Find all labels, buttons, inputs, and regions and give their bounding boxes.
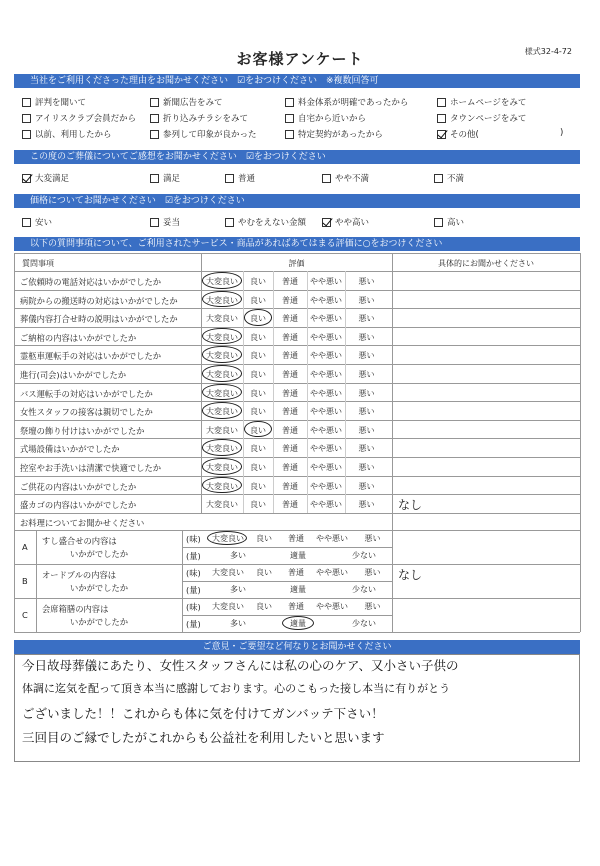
taste-option[interactable]: やや悪い [316,533,348,543]
row-divider [14,457,580,458]
checkbox[interactable] [322,174,331,183]
comment-line: ございました！！これからも体に気を付けてガンバッテ下さい！ [22,706,384,721]
food-question-line2: いかがでしたか [70,616,129,627]
checkbox[interactable] [150,130,159,139]
food-id: C [22,609,28,620]
qty-option[interactable]: 適量 [290,618,306,628]
checkbox[interactable] [22,174,31,183]
question-text: ご供花の内容はいかがでしたか [20,481,137,492]
row-divider [14,513,580,514]
rating-option[interactable]: 普通 [282,481,298,491]
rating-circle [202,458,242,475]
rating-option[interactable]: 悪い [358,351,375,361]
checkbox[interactable] [225,174,234,183]
rating-option[interactable]: 普通 [282,444,298,454]
reason-label: 自宅から近いから [298,114,367,124]
rating-option[interactable]: 大変良い [206,370,238,379]
rating-option[interactable]: 悪い [358,295,375,305]
rating-option[interactable]: 大変良い [206,332,238,342]
qty-label: (量) [186,550,201,561]
qty-option[interactable]: 適量 [290,584,306,594]
checkbox[interactable] [225,218,234,227]
rating-option[interactable]: 良い [250,332,266,342]
question-text: 式場設備はいかがでしたか [20,444,120,455]
row-divider [14,327,580,328]
checkbox[interactable] [22,130,31,139]
page-title: お客様アンケート [236,50,364,68]
satisfaction-option[interactable] [150,172,180,184]
reason-label: アイリスクラブ会員だから [35,114,137,124]
rating-option[interactable]: 大変良い [206,425,238,435]
rating-option[interactable]: やや悪い [310,314,342,324]
rating-circle [202,384,242,401]
row-divider [14,401,580,402]
checkbox[interactable] [22,98,31,107]
price-option[interactable] [225,216,306,228]
rating-option[interactable]: 普通 [282,277,298,286]
row-divider [14,438,580,439]
question-text: 女性スタッフの接客は親切でしたか [20,407,153,418]
rating-circle [202,272,242,289]
taste-option[interactable]: やや悪い [316,567,348,577]
rating-circle [202,439,242,456]
reason-option[interactable] [437,112,526,124]
rating-option[interactable]: 悪い [358,463,375,472]
rating-option[interactable]: 良い [250,388,266,398]
question-text: 祭壇の飾り付けはいかがでしたか [20,425,145,436]
rating-option[interactable]: 大変良い [206,481,238,491]
price-option[interactable] [434,216,464,228]
price-label: 安い [35,218,53,228]
rating-option[interactable]: 普通 [282,370,298,379]
taste-option[interactable]: 普通 [288,533,304,543]
reason-label: 特定契約があったから [298,130,383,140]
rating-option[interactable]: 普通 [282,407,298,417]
reason-option[interactable] [150,128,257,140]
row-divider [14,290,580,291]
rating-option[interactable]: 悪い [358,407,375,417]
checkbox[interactable] [285,114,294,123]
reason-label: その他( [450,130,479,140]
checkbox[interactable] [22,114,31,123]
comment-line: 三回目のご縁でしたがこれからも公益社を利用したいと思います [22,730,385,745]
rating-option[interactable]: やや悪い [310,481,342,491]
food-mid-divider [182,547,392,548]
taste-option[interactable]: 大変良い [212,567,244,577]
taste-circle [207,531,247,545]
rating-option[interactable]: 大変良い [206,388,238,398]
detail-answer: なし [398,498,423,513]
row-divider [14,271,580,272]
rating-option[interactable]: 普通 [282,388,298,398]
reason-option[interactable] [22,128,112,140]
food-id: B [22,575,28,586]
rating-circle [202,291,242,308]
reason-option[interactable] [437,96,526,108]
food-question-line1: 会席箱膳の内容は [42,603,109,614]
row-divider [14,308,580,309]
satisfaction-label: 普通 [238,174,256,184]
rating-option[interactable]: 悪い [358,277,375,286]
checkbox[interactable] [285,98,294,107]
satisfaction-label: 満足 [163,174,181,184]
rating-option[interactable]: 良い [250,500,266,510]
rating-option[interactable]: 悪い [358,314,375,324]
rating-option[interactable]: やや悪い [310,351,342,361]
table-border-top [14,253,580,254]
rating-col-divider [243,271,244,513]
taste-option[interactable]: 大変良い [212,601,244,611]
rating-col-divider [307,271,308,513]
food-row-divider [14,598,580,599]
taste-option[interactable]: やや悪い [316,601,348,611]
food-question-line2: いかがでしたか [70,582,129,593]
qty-label: (量) [186,584,201,595]
rating-option[interactable]: 良い [250,295,266,305]
rating-option[interactable]: 大変良い [206,463,238,472]
food-question-line1: オードブルの内容は [42,569,117,580]
rating-option[interactable]: やや悪い [310,500,342,510]
col-divider [36,530,37,632]
rating-option[interactable]: 良い [250,444,266,454]
rating-circle [244,309,272,326]
rating-option[interactable]: 普通 [282,332,298,342]
question-text: ご依頼時の電話対応はいかがでしたか [20,277,162,287]
rating-col-divider [345,271,346,513]
rating-option[interactable]: やや悪い [310,425,342,435]
food-row-divider [14,530,580,531]
row-divider [14,420,580,421]
checkbox[interactable] [434,174,443,183]
form-number: 様式32-4-72 [524,47,572,56]
col-divider [201,253,202,513]
qty-circle [282,616,314,630]
food-row-divider [14,564,580,565]
comment-line: 体調に迄気を配って頂き本当に感謝しております。心のこもった接し本当に有りがとう [22,682,451,695]
qty-option[interactable]: 多い [230,550,246,560]
rating-option[interactable]: やや悪い [310,332,342,342]
checkbox[interactable] [150,114,159,123]
price-label: やや高い [335,218,370,228]
checkbox[interactable] [150,218,159,227]
question-text: 霊柩車運転手の対応はいかがでしたか [20,351,162,362]
rating-option[interactable]: 良い [250,425,266,435]
reason-option[interactable] [150,96,223,108]
reason-label: 以前、利用したから [35,130,112,140]
satisfaction-label: やや不満 [335,174,370,184]
table-border-right [580,253,581,632]
rating-option[interactable]: 大変良い [206,444,238,454]
rating-option[interactable]: 大変良い [206,295,238,305]
reason-label: 参列して印象が良かった [163,130,257,140]
rating-option[interactable]: やや悪い [310,444,342,454]
rating-option[interactable]: 普通 [282,500,298,510]
qty-option[interactable]: 少ない [352,550,376,560]
table-border-bottom [14,632,580,633]
rating-option[interactable]: 大変良い [206,500,238,510]
rating-option[interactable]: 大変良い [206,277,238,286]
reason-label: タウンページをみて [450,114,527,124]
rating-option[interactable]: 悪い [358,370,375,379]
food-header: お料理についてお聞かせください [20,517,145,528]
rating-option[interactable]: 良い [250,407,266,417]
reason-option[interactable] [285,128,383,140]
checkbox[interactable] [150,174,159,183]
row-divider [14,364,580,365]
row-divider [14,345,580,346]
qty-label: (量) [186,618,201,629]
col-divider [182,530,183,632]
rating-option[interactable]: やや悪い [310,370,342,379]
rating-option[interactable]: 悪い [358,425,375,435]
question-text: バス運転手の対応はいかがでしたか [20,388,153,399]
question-text: 進行(司会)はいかがでしたか [20,370,127,380]
reason-label: 料金体系が明確であったから [298,98,409,108]
taste-option[interactable]: 大変良い [212,533,244,543]
rating-circle [202,346,242,363]
other-close: ) [560,128,564,138]
reason-option[interactable] [285,112,366,124]
detail-answer: なし [398,567,423,582]
table-border-left [14,253,15,632]
price-option[interactable] [22,216,52,228]
reason-label: 新聞広告をみて [163,98,223,108]
checkbox[interactable] [150,98,159,107]
rating-option[interactable]: 良い [250,463,266,472]
rating-option[interactable]: やや悪い [310,463,342,472]
col-detail-header: 具体的にお聞かせください [438,259,534,268]
reason-label: 評判を聞いて [35,98,87,108]
satisfaction-option[interactable] [434,172,464,184]
section1-header: 当社をご利用くださった理由をお聞かせください ☑をおつけください ※複数回答可 [14,74,580,88]
reason-option[interactable] [285,96,408,108]
taste-option[interactable]: 良い [256,567,272,577]
checkbox[interactable] [322,218,331,227]
rating-option[interactable]: 良い [250,314,266,324]
rating-option[interactable]: 大変良い [206,407,238,417]
rating-circle [202,402,242,419]
satisfaction-option[interactable] [22,172,69,184]
rating-option[interactable]: 悪い [358,332,375,342]
section3-header: 価格についてお聞かせください ☑をおつけください [14,194,580,208]
col-question-header: 質問事項 [22,259,54,268]
qty-option[interactable]: 少ない [352,584,376,594]
reason-option[interactable] [22,96,86,108]
rating-option[interactable]: 普通 [282,351,298,361]
taste-option[interactable]: 悪い [364,567,381,577]
taste-option[interactable]: 普通 [288,601,304,611]
reason-label: 折り込みチラシをみて [163,114,249,124]
question-text: 盛カゴの内容はいかがでしたか [20,500,137,511]
qty-option[interactable]: 適量 [290,550,306,560]
qty-option[interactable]: 多い [230,584,246,594]
price-label: やむをえない金額 [238,218,307,228]
food-question-line2: いかがでしたか [70,548,129,559]
qty-option[interactable]: 少ない [352,618,376,628]
col-rating-header: 評価 [288,259,305,268]
rating-circle [202,365,242,382]
rating-option[interactable]: やや悪い [310,277,342,286]
food-mid-divider [182,581,392,582]
rating-option[interactable]: 大変良い [206,314,238,324]
section2-header: この度のご葬儀についてご感想をお聞かせください ☑をおつけください [14,150,580,164]
food-mid-divider [182,615,392,616]
rating-option[interactable]: 悪い [358,388,375,398]
rating-option[interactable]: 悪い [358,500,375,510]
col-divider [392,253,393,632]
qty-option[interactable]: 多い [230,618,246,628]
price-label: 高い [447,218,465,228]
rating-circle [202,477,242,494]
satisfaction-option[interactable] [322,172,369,184]
food-question-line1: すし盛合せの内容は [42,535,117,546]
rating-option[interactable]: 普通 [282,463,298,472]
checkbox[interactable] [437,98,446,107]
rating-option[interactable]: やや悪い [310,407,342,417]
rating-option[interactable]: やや悪い [310,388,342,398]
rating-option[interactable]: 悪い [358,444,375,454]
rating-option[interactable]: 大変良い [206,351,238,361]
rating-option[interactable]: 普通 [282,425,298,435]
taste-label: (味) [186,567,201,578]
comment-line: 今日故母葬儀にあたり、女性スタッフさんには私の心のケア、又小さい子供の [22,658,459,673]
reason-option[interactable] [22,112,136,124]
rating-option[interactable]: 悪い [358,481,375,491]
taste-option[interactable]: 良い [256,601,272,611]
row-divider [14,383,580,384]
food-id: A [22,541,28,552]
satisfaction-option[interactable] [225,172,255,184]
question-text: 控室やお手洗いは清潔で快適でしたか [20,463,162,473]
rating-option[interactable]: 良い [250,351,266,361]
taste-option[interactable]: 悪い [364,601,381,611]
question-text: 葬儀内容打合せ時の説明はいかがでしたか [20,314,178,325]
rating-col-divider [273,271,274,513]
taste-option[interactable]: 普通 [288,567,304,577]
row-divider [14,494,580,495]
question-text: 病院からの搬送時の対応はいかがでしたか [20,295,178,306]
rating-option[interactable]: やや悪い [310,295,342,305]
rating-option[interactable]: 普通 [282,314,298,324]
taste-label: (味) [186,601,201,612]
checkbox[interactable] [437,114,446,123]
rating-option[interactable]: 良い [250,481,266,491]
reason-option[interactable] [437,128,479,140]
rating-option[interactable]: 良い [250,370,266,379]
section4-header: 以下の質問事項について、ご利用されたサービス・商品があればあてはまる評価に○をおつけください [14,237,580,251]
checkbox[interactable] [285,130,294,139]
taste-option[interactable]: 良い [256,533,272,543]
satisfaction-label: 大変満足 [35,174,70,184]
price-option[interactable] [322,216,369,228]
reason-label: ホームページをみて [450,98,527,108]
price-option[interactable] [150,216,180,228]
taste-option[interactable]: 悪い [364,533,381,543]
rating-option[interactable]: 良い [250,277,266,286]
reason-option[interactable] [150,112,248,124]
question-text: ご納棺の内容はいかがでしたか [20,332,137,343]
comments-header: ご意見・ご要望など何なりとお聞かせください [14,640,580,654]
taste-label: (味) [186,533,201,544]
checkbox[interactable] [437,130,446,139]
row-divider [14,476,580,477]
checkbox[interactable] [434,218,443,227]
price-label: 妥当 [163,218,181,228]
rating-option[interactable]: 普通 [282,295,298,305]
checkbox[interactable] [22,218,31,227]
satisfaction-label: 不満 [447,174,465,184]
